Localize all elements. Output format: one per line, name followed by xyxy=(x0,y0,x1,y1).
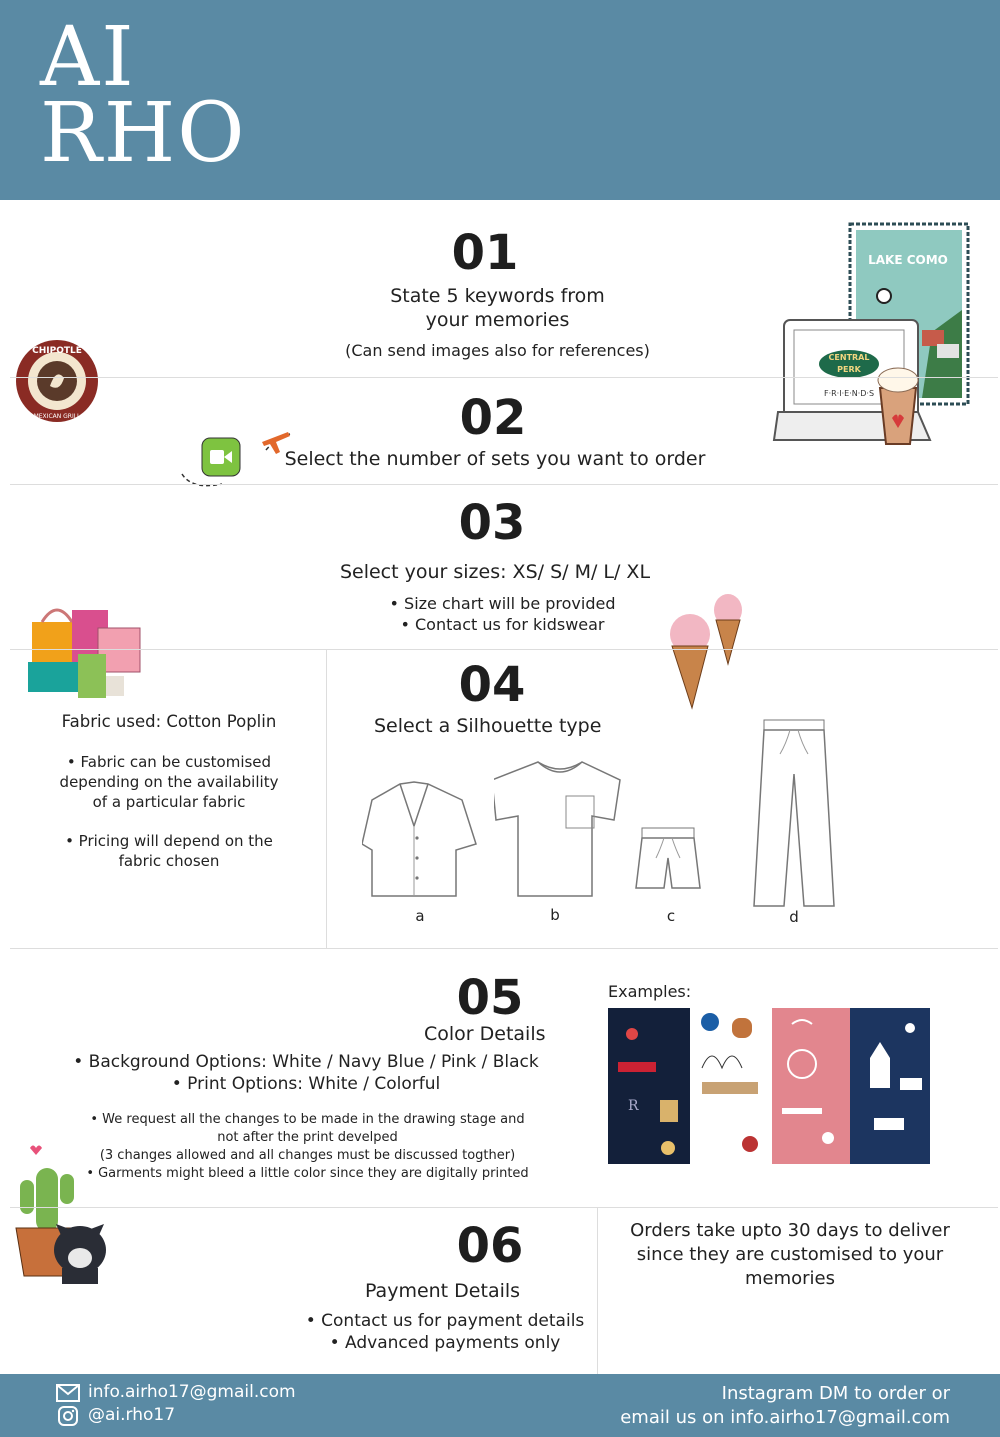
step-04-number: 04 xyxy=(458,657,526,713)
step-02-number: 02 xyxy=(459,390,527,446)
example-print-white xyxy=(690,1008,772,1164)
step-03-number: 03 xyxy=(458,495,526,551)
footer-bar xyxy=(0,1374,1000,1437)
step-03-bullet-1: • Size chart will be provided xyxy=(389,594,616,613)
delivery-line-1: Orders take upto 30 days to deliver xyxy=(630,1220,950,1241)
shopping-bags-icon xyxy=(22,592,146,704)
print-examples xyxy=(608,1008,930,1164)
fabric-note-2-line-1: • Pricing will depend on the xyxy=(65,832,273,850)
chipotle-text-bottom: MEXICAN GRILL xyxy=(33,413,81,420)
divider-5 xyxy=(10,1207,998,1208)
brand-line-1: AI xyxy=(40,10,136,105)
silhouette-label-b: b xyxy=(550,906,560,924)
step-04-text: Select a Silhouette type xyxy=(374,715,602,737)
step-06-number: 06 xyxy=(456,1218,524,1274)
silhouette-label-c: c xyxy=(666,907,676,925)
instagram-icon xyxy=(58,1406,78,1426)
stamp-text: LAKE COMO xyxy=(868,253,948,267)
change-note-1: • We request all the changes to be made in the drawing stage and xyxy=(90,1112,525,1127)
delivery-line-2: since they are customised to your xyxy=(636,1244,944,1265)
step-05-title: Color Details xyxy=(424,1023,546,1045)
footer-email-link[interactable]: info.airho17@gmail.com xyxy=(88,1382,296,1402)
divider-1 xyxy=(10,377,998,378)
step-01-text xyxy=(300,285,695,331)
step-03-bullet-2: • Contact us for kidswear xyxy=(400,615,605,634)
example-print-pink xyxy=(772,1008,850,1164)
fabric-note-2 xyxy=(30,831,308,871)
payment-bullet-1: • Contact us for payment details xyxy=(305,1311,585,1331)
step-05-number: 05 xyxy=(456,970,524,1026)
friends-text: F·R·I·E·N·D·S xyxy=(823,389,875,398)
silhouette-label-d: d xyxy=(789,908,799,926)
fabric-note-1 xyxy=(30,752,308,812)
delivery-note xyxy=(610,1219,970,1291)
step-01-number: 01 xyxy=(451,225,519,281)
fabric-note-1-line-3: of a particular fabric xyxy=(92,793,246,811)
payment-bullets xyxy=(270,1310,620,1354)
print-options: • Print Options: White / Colorful xyxy=(171,1074,441,1094)
change-note-3: (3 changes allowed and all changes must be discussed togther) xyxy=(99,1148,516,1163)
brand-logo xyxy=(40,10,247,181)
silhouette-label-a: a xyxy=(415,907,425,925)
step-06-title: Payment Details xyxy=(364,1280,521,1302)
step-02-text: Select the number of sets you want to order xyxy=(284,448,706,470)
change-note-2: not after the print develped xyxy=(217,1130,398,1145)
central-text: CENTRAL xyxy=(828,353,870,362)
step-03-text: Select your sizes: XS/ S/ M/ L/ XL xyxy=(339,561,651,583)
step-01-line-2: your memories xyxy=(425,309,570,331)
fabric-note-1-line-2: depending on the availability xyxy=(59,773,279,791)
footer-cta-line-2: email us on info.airho17@gmail.com xyxy=(620,1407,950,1428)
payment-bullet-2: • Advanced payments only xyxy=(329,1333,561,1353)
svg-text:R: R xyxy=(628,1098,639,1114)
fabric-note-1-line-1: • Fabric can be customised xyxy=(66,753,272,771)
mail-icon xyxy=(56,1384,80,1402)
pants-icon[interactable] xyxy=(750,718,838,908)
brand-line-2: RHO xyxy=(40,86,247,181)
fabric-note-2-line-2: fabric chosen xyxy=(118,852,220,870)
change-notes xyxy=(40,1111,575,1183)
step-01-line-1: State 5 keywords from xyxy=(390,285,605,307)
divider-3 xyxy=(10,649,998,650)
example-print-navy xyxy=(608,1008,690,1164)
perk-text: PERK xyxy=(837,365,861,374)
example-print-blue xyxy=(850,1008,930,1164)
divider-2 xyxy=(10,484,998,485)
background-options: • Background Options: White / Navy Blue / Pink / Black xyxy=(73,1052,539,1072)
delivery-line-3: memories xyxy=(744,1268,835,1289)
footer-cta-line-1: Instagram DM to order or xyxy=(721,1383,950,1404)
divider-vertical-1 xyxy=(326,650,327,948)
travel-laptop-sticker-icon xyxy=(772,220,972,448)
color-options xyxy=(40,1051,572,1095)
fabric-title: Fabric used: Cotton Poplin xyxy=(61,712,277,731)
header-banner xyxy=(0,0,1000,200)
divider-4 xyxy=(10,948,998,949)
change-note-4: • Garments might bleed a little color since they are digitally printed xyxy=(86,1166,529,1181)
step-03-bullets xyxy=(310,593,695,635)
tshirt-icon[interactable] xyxy=(494,758,626,900)
footer-instagram-link[interactable]: @ai.rho17 xyxy=(88,1405,176,1425)
footer-cta xyxy=(620,1382,950,1430)
examples-label: Examples: xyxy=(608,982,692,1001)
shirt-icon[interactable] xyxy=(362,778,480,902)
shorts-icon[interactable] xyxy=(632,826,702,892)
chipotle-text-top: CHIPOTLE xyxy=(32,346,82,356)
chipotle-logo-icon xyxy=(14,338,100,424)
step-01-note: (Can send images also for references) xyxy=(345,341,650,360)
